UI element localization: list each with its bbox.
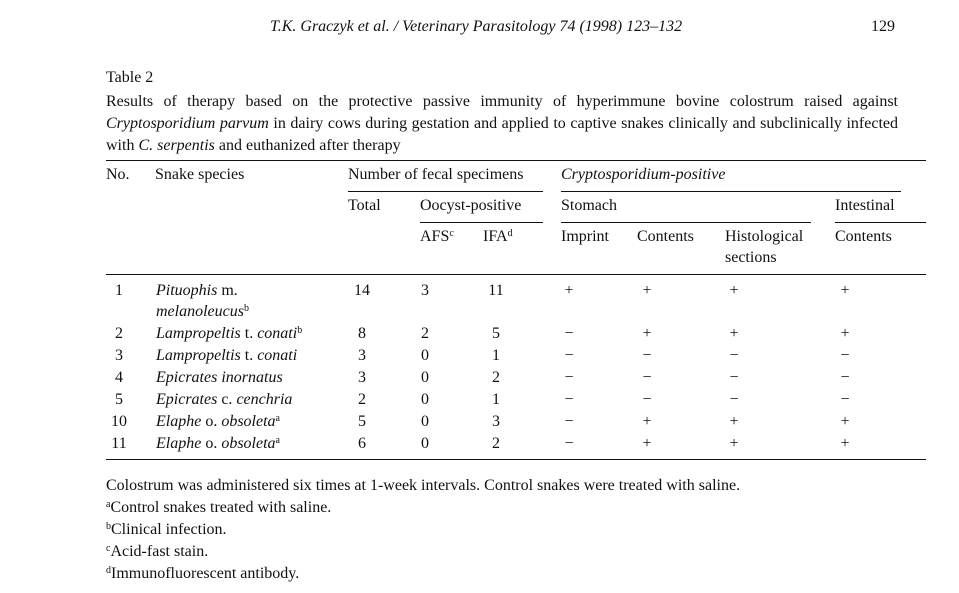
- header-intestinal: Intestinal: [835, 197, 895, 214]
- row-1-species: [156, 280, 238, 301]
- table-label: Table 2: [106, 69, 154, 86]
- row-3-histo: −: [729, 347, 739, 364]
- row-6-ifa: 3: [492, 413, 500, 430]
- footnote-b-mark: b: [106, 521, 111, 532]
- species-mid: c.: [217, 391, 237, 408]
- species-epithet: obsoleta: [221, 413, 276, 430]
- row-7-no: 11: [111, 435, 127, 452]
- header-ifa-label: IFA: [483, 228, 508, 245]
- row-5-species: [156, 389, 292, 410]
- species-epithet: cenchria: [236, 391, 293, 408]
- row-4-total: 3: [358, 369, 366, 386]
- row-2-species: [156, 323, 302, 344]
- row-1-afs: 3: [421, 282, 429, 299]
- header-histological-sections: sections: [725, 249, 777, 266]
- footnote-c-text: Acid-fast stain.: [110, 543, 209, 560]
- row-6-species: [156, 411, 280, 432]
- row-1-no: 1: [115, 282, 123, 299]
- row-7-ifa: 2: [492, 435, 500, 452]
- species-footnote-mark: b: [297, 325, 303, 336]
- row-5-intestinal: −: [840, 391, 850, 408]
- row-2-no: 2: [115, 325, 123, 342]
- footnote-b: [106, 519, 740, 541]
- row-5-afs: 0: [421, 391, 429, 408]
- row-3-no: 3: [115, 347, 123, 364]
- footnote-d-mark: d: [106, 565, 111, 576]
- positive-group-rule: [561, 191, 901, 192]
- footnote-d-text: Immunofluorescent antibody.: [111, 565, 300, 582]
- stomach-group-rule: [561, 222, 811, 223]
- row-2-histo: +: [729, 325, 739, 342]
- footnote-b-text: Clinical infection.: [111, 521, 227, 538]
- row-2-afs: 2: [421, 325, 429, 342]
- species-genus: Epicrates inornatus: [156, 369, 283, 386]
- species-epithet: obsoleta: [221, 435, 276, 452]
- species-genus: Lampropeltis: [156, 347, 241, 364]
- row-6-intestinal: +: [840, 413, 850, 430]
- row-4-ifa: 2: [492, 369, 500, 386]
- species-genus: Pituophis: [156, 282, 218, 299]
- row-2-contents: +: [642, 325, 652, 342]
- caption-text-1: Results of therapy based on the protective passive immunity of hyperimmune bovine colostrum raised against: [106, 93, 898, 110]
- species-mid: t.: [240, 347, 258, 364]
- row-6-afs: 0: [421, 413, 429, 430]
- row-4-imprint: −: [564, 369, 574, 386]
- row-3-species: [156, 345, 297, 366]
- row-1-intestinal: +: [840, 282, 850, 299]
- species-mid: o.: [201, 413, 222, 430]
- caption-italic-1: Cryptosporidium parvum: [106, 115, 269, 132]
- row-2-intestinal: +: [840, 325, 850, 342]
- species-mid: m.: [217, 282, 238, 299]
- species-genus: Lampropeltis: [156, 325, 241, 342]
- species-epithet: conati: [257, 347, 298, 364]
- caption-italic-2: C. serpentis: [138, 137, 215, 154]
- header-stomach: Stomach: [561, 197, 617, 214]
- row-2-ifa: 5: [492, 325, 500, 342]
- row-4-contents: −: [642, 369, 652, 386]
- row-1-imprint: +: [564, 282, 574, 299]
- footnote-general: Colostrum was administered six times at 1-week intervals. Control snakes were treated with saline.: [106, 477, 741, 494]
- header-histological: Histological: [725, 228, 804, 245]
- row-7-contents: +: [642, 435, 652, 452]
- row-3-ifa: 1: [492, 347, 500, 364]
- header-fecal-specimens: Number of fecal specimens: [348, 166, 524, 183]
- table-top-rule: [106, 160, 926, 161]
- header-species: Snake species: [155, 166, 245, 183]
- footnote-a: [106, 497, 740, 519]
- species-footnote-mark: a: [275, 413, 280, 424]
- table-bottom-rule: [106, 459, 926, 460]
- footnote-d: [106, 563, 740, 585]
- running-header: [0, 18, 959, 40]
- row-7-total: 6: [358, 435, 366, 452]
- running-title: T.K. Graczyk et al. / Veterinary Parasitology 74 (1998) 123–132: [270, 18, 683, 35]
- row-7-imprint: −: [564, 435, 574, 452]
- header-afs: [420, 226, 454, 247]
- row-5-contents: −: [642, 391, 652, 408]
- row-1-ifa: 11: [488, 282, 504, 299]
- header-afs-footnote-mark: c: [449, 228, 454, 239]
- species-epithet: conati: [257, 325, 298, 342]
- fecal-group-rule: [348, 191, 543, 192]
- table-caption: [106, 91, 898, 157]
- species-footnote-mark: a: [275, 435, 280, 446]
- header-total: Total: [348, 197, 381, 214]
- caption-text-3: and euthanized after therapy: [214, 137, 401, 154]
- species-mid: t.: [240, 325, 258, 342]
- row-6-contents: +: [642, 413, 652, 430]
- footnote-a-text: Control snakes treated with saline.: [110, 499, 332, 516]
- header-ifa-footnote-mark: d: [507, 228, 513, 239]
- row-1-histo: +: [729, 282, 739, 299]
- row-4-no: 4: [115, 369, 123, 386]
- header-afs-label: AFS: [420, 228, 450, 245]
- row-7-afs: 0: [421, 435, 429, 452]
- header-bottom-rule: [106, 274, 926, 275]
- row-2-total: 8: [358, 325, 366, 342]
- header-cryptosporidium-positive: Cryptosporidium-positive: [561, 166, 726, 183]
- header-intestinal-contents: Contents: [835, 228, 892, 245]
- row-7-species: [156, 433, 280, 454]
- row-5-total: 2: [358, 391, 366, 408]
- species-genus: Epicrates: [156, 391, 218, 408]
- row-7-intestinal: +: [840, 435, 850, 452]
- oocyst-group-rule: [420, 222, 543, 223]
- species-footnote-mark: b: [243, 303, 249, 314]
- row-6-total: 5: [358, 413, 366, 430]
- header-oocyst-positive: Oocyst-positive: [420, 197, 522, 214]
- row-3-total: 3: [358, 347, 366, 364]
- row-4-intestinal: −: [840, 369, 850, 386]
- row-6-imprint: −: [564, 413, 574, 430]
- row-6-no: 10: [111, 413, 127, 430]
- row-2-imprint: −: [564, 325, 574, 342]
- row-4-species: [156, 367, 283, 388]
- header-no: No.: [106, 166, 130, 183]
- row-3-contents: −: [642, 347, 652, 364]
- row-3-afs: 0: [421, 347, 429, 364]
- page-number: 129: [871, 18, 895, 35]
- species-epithet: melanoleucus: [156, 303, 244, 320]
- species-mid: o.: [201, 435, 222, 452]
- row-3-imprint: −: [564, 347, 574, 364]
- header-imprint: Imprint: [561, 228, 609, 245]
- header-contents: Contents: [637, 228, 694, 245]
- row-4-histo: −: [729, 369, 739, 386]
- intestinal-group-rule: [835, 222, 926, 223]
- caption-text-2: in dairy cows during gestation and applied to captive snakes clinically and subclinically infected with: [106, 115, 898, 154]
- footnote-c-mark: c: [106, 543, 111, 554]
- row-7-histo: +: [729, 435, 739, 452]
- row-5-ifa: 1: [492, 391, 500, 408]
- row-5-histo: −: [729, 391, 739, 408]
- row-1-species-line2: [156, 301, 249, 322]
- row-3-intestinal: −: [840, 347, 850, 364]
- header-ifa: [483, 226, 513, 247]
- row-5-imprint: −: [564, 391, 574, 408]
- row-6-histo: +: [729, 413, 739, 430]
- table-footnotes: [106, 475, 740, 585]
- species-genus: Elaphe: [156, 413, 202, 430]
- row-5-no: 5: [115, 391, 123, 408]
- footnote-c: [106, 541, 740, 563]
- footnote-a-mark: a: [106, 499, 111, 510]
- row-4-afs: 0: [421, 369, 429, 386]
- row-1-contents: +: [642, 282, 652, 299]
- row-1-total: 14: [354, 282, 370, 299]
- species-genus: Elaphe: [156, 435, 202, 452]
